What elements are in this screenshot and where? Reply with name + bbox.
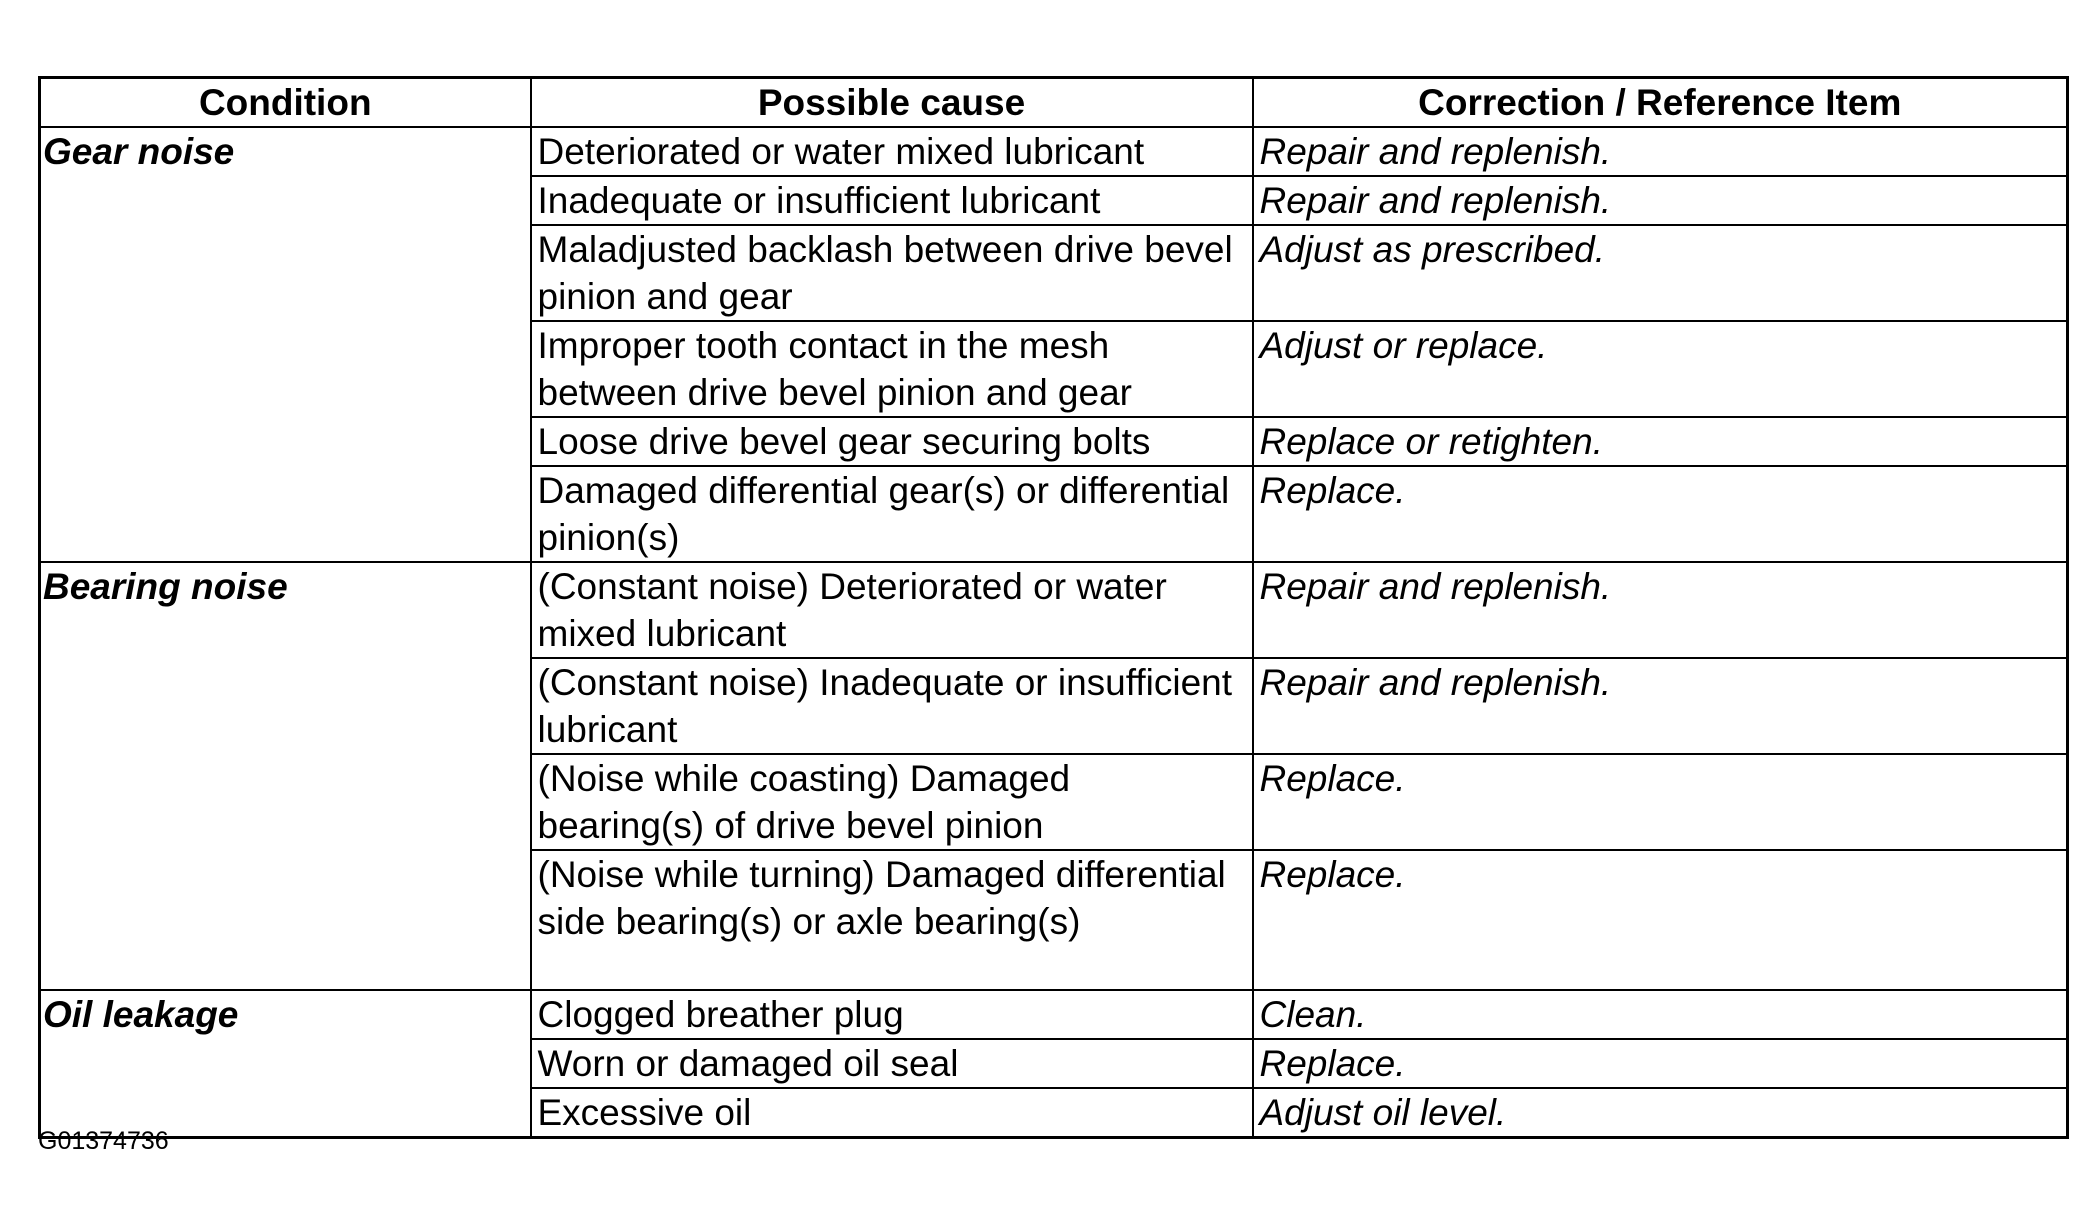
header-possible-cause: Possible cause bbox=[531, 78, 1253, 128]
correction-cell: Repair and replenish. bbox=[1253, 127, 2068, 176]
cause-cell: (Constant noise) Deteriorated or water mixed lubricant bbox=[531, 562, 1253, 658]
table-row bbox=[40, 562, 2068, 658]
header-row bbox=[40, 78, 2068, 128]
cause-cell: Worn or damaged oil seal bbox=[531, 1039, 1253, 1088]
cause-cell: Maladjusted backlash between drive bevel pinion and gear bbox=[531, 225, 1253, 321]
correction-cell: Repair and replenish. bbox=[1253, 562, 2068, 658]
correction-cell: Replace or retighten. bbox=[1253, 417, 2068, 466]
correction-cell: Clean. bbox=[1253, 990, 2068, 1039]
condition-oil-leakage: Oil leakage bbox=[40, 990, 531, 1138]
troubleshooting-table bbox=[38, 76, 2069, 1139]
cause-cell: (Noise while turning) Damaged differential side bearing(s) or axle bearing(s) bbox=[531, 850, 1253, 990]
correction-cell: Repair and replenish. bbox=[1253, 658, 2068, 754]
cause-cell: (Noise while coasting) Damaged bearing(s) of drive bevel pinion bbox=[531, 754, 1253, 850]
figure-id-label: G01374736 bbox=[38, 1127, 169, 1155]
table-row bbox=[40, 127, 2068, 176]
cause-cell: Damaged differential gear(s) or differential pinion(s) bbox=[531, 466, 1253, 562]
condition-gear-noise: Gear noise bbox=[40, 127, 531, 562]
cause-cell: (Constant noise) Inadequate or insufficient lubricant bbox=[531, 658, 1253, 754]
correction-cell: Adjust oil level. bbox=[1253, 1088, 2068, 1138]
correction-cell: Adjust as prescribed. bbox=[1253, 225, 2068, 321]
condition-bearing-noise: Bearing noise bbox=[40, 562, 531, 990]
correction-cell: Replace. bbox=[1253, 466, 2068, 562]
header-condition: Condition bbox=[40, 78, 531, 128]
correction-cell: Replace. bbox=[1253, 1039, 2068, 1088]
table-row bbox=[40, 990, 2068, 1039]
cause-cell: Improper tooth contact in the mesh between drive bevel pinion and gear bbox=[531, 321, 1253, 417]
cause-cell: Loose drive bevel gear securing bolts bbox=[531, 417, 1253, 466]
header-correction: Correction / Reference Item bbox=[1253, 78, 2068, 128]
cause-cell: Clogged breather plug bbox=[531, 990, 1253, 1039]
cause-cell: Excessive oil bbox=[531, 1088, 1253, 1138]
correction-cell: Replace. bbox=[1253, 850, 2068, 990]
correction-cell: Repair and replenish. bbox=[1253, 176, 2068, 225]
correction-cell: Adjust or replace. bbox=[1253, 321, 2068, 417]
correction-cell: Replace. bbox=[1253, 754, 2068, 850]
cause-cell: Inadequate or insufficient lubricant bbox=[531, 176, 1253, 225]
cause-cell: Deteriorated or water mixed lubricant bbox=[531, 127, 1253, 176]
